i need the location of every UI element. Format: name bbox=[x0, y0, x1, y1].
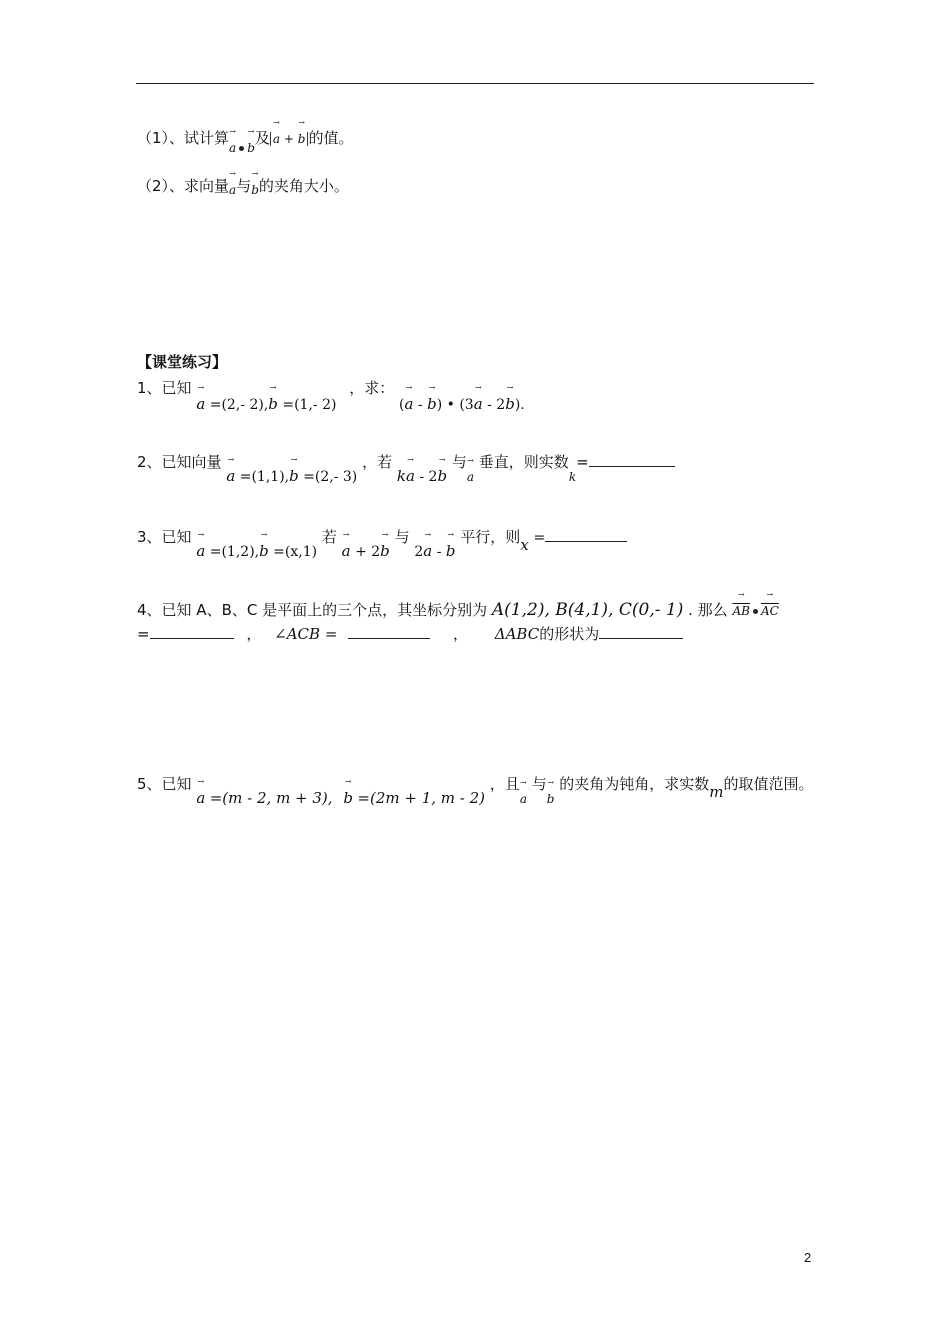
q3-answer-blank[interactable] bbox=[545, 527, 627, 542]
q4-angle-answer-blank[interactable] bbox=[348, 624, 430, 639]
question-4: 4、已知 A、B、C 是平面上的三个点，其坐标分别为 A(1,2), B(4,1), C(0,- 1) . 那么 → $\overline{AB} \to \overline{AC}$ bbox=[137, 600, 779, 621]
part1-end: 的值。 bbox=[308, 129, 354, 147]
q2-expression: k→ a - 2→ b bbox=[397, 469, 447, 485]
part1-and: 及 bbox=[254, 129, 270, 147]
part2-label: （2）、求向量 bbox=[137, 177, 230, 195]
q1-given: → a =(2,- 2),→ b =(1,- 2) bbox=[196, 397, 336, 413]
question-4-line2: = ， ∠ACB = ， ΔABC的形状为 bbox=[137, 624, 683, 644]
q4-dot-product: → $\overline{AB} \to \overline{AC}$ bbox=[732, 604, 778, 618]
part1-norm: → a + → b bbox=[270, 132, 309, 146]
q2-answer-blank[interactable] bbox=[589, 452, 675, 467]
part1-label: （1）、试计算 bbox=[137, 129, 230, 147]
q3-given: → a =(1,2),→ b =(x,1) bbox=[196, 544, 317, 560]
part1-dot-product: → a → b bbox=[229, 141, 255, 156]
q4-shape-answer-blank[interactable] bbox=[599, 624, 683, 639]
q5-given-b: → b =(2m + 1, m - 2) bbox=[343, 791, 485, 807]
section-title: 【课堂练习】 bbox=[137, 353, 228, 371]
header-rule bbox=[136, 83, 814, 84]
q5-given-a: → a =(m - 2, m + 3), bbox=[196, 791, 332, 807]
q3-expr2: 2→ a - → b bbox=[414, 544, 455, 560]
q4-dot-answer-blank[interactable] bbox=[150, 624, 234, 639]
q4-coordinates: A(1,2), B(4,1), C(0,- 1) bbox=[491, 600, 684, 620]
question-1: 1、已知 → a =(2,- 2),→ b =(1,- 2) ，求： (→ a - → b) • (3→ a - 2→ b). bbox=[137, 378, 525, 399]
question-3: 3、已知 → a =(1,2),→ b =(x,1) 若 → a + 2→ b 与 2→ a - → b 平行，则x = bbox=[137, 527, 627, 548]
question-5: 5、已知 → a =(m - 2, m + 3), → b =(2m + 1, m - 2) ，且→ a 与→ b 的夹角为钝角，求实数m的取值范围。 bbox=[137, 774, 814, 795]
q2-given: → a =(1,1),→ b =(2,- 3) bbox=[226, 469, 357, 485]
q1-expression: (→ a - → b) • (3→ a - 2→ b). bbox=[399, 397, 525, 413]
part1-line bbox=[137, 128, 354, 155]
page-number: 2 bbox=[804, 1250, 812, 1265]
part2-line: （2）、求向量→ a与→ b的夹角大小。 bbox=[137, 176, 349, 197]
question-2: 2、已知向量 → a =(1,1),→ b =(2,- 3) ，若 k→ a - 2→ b 与→ a 垂直，则实数$_k$= bbox=[137, 452, 675, 473]
q3-expr1: → a + 2→ b bbox=[342, 544, 390, 560]
